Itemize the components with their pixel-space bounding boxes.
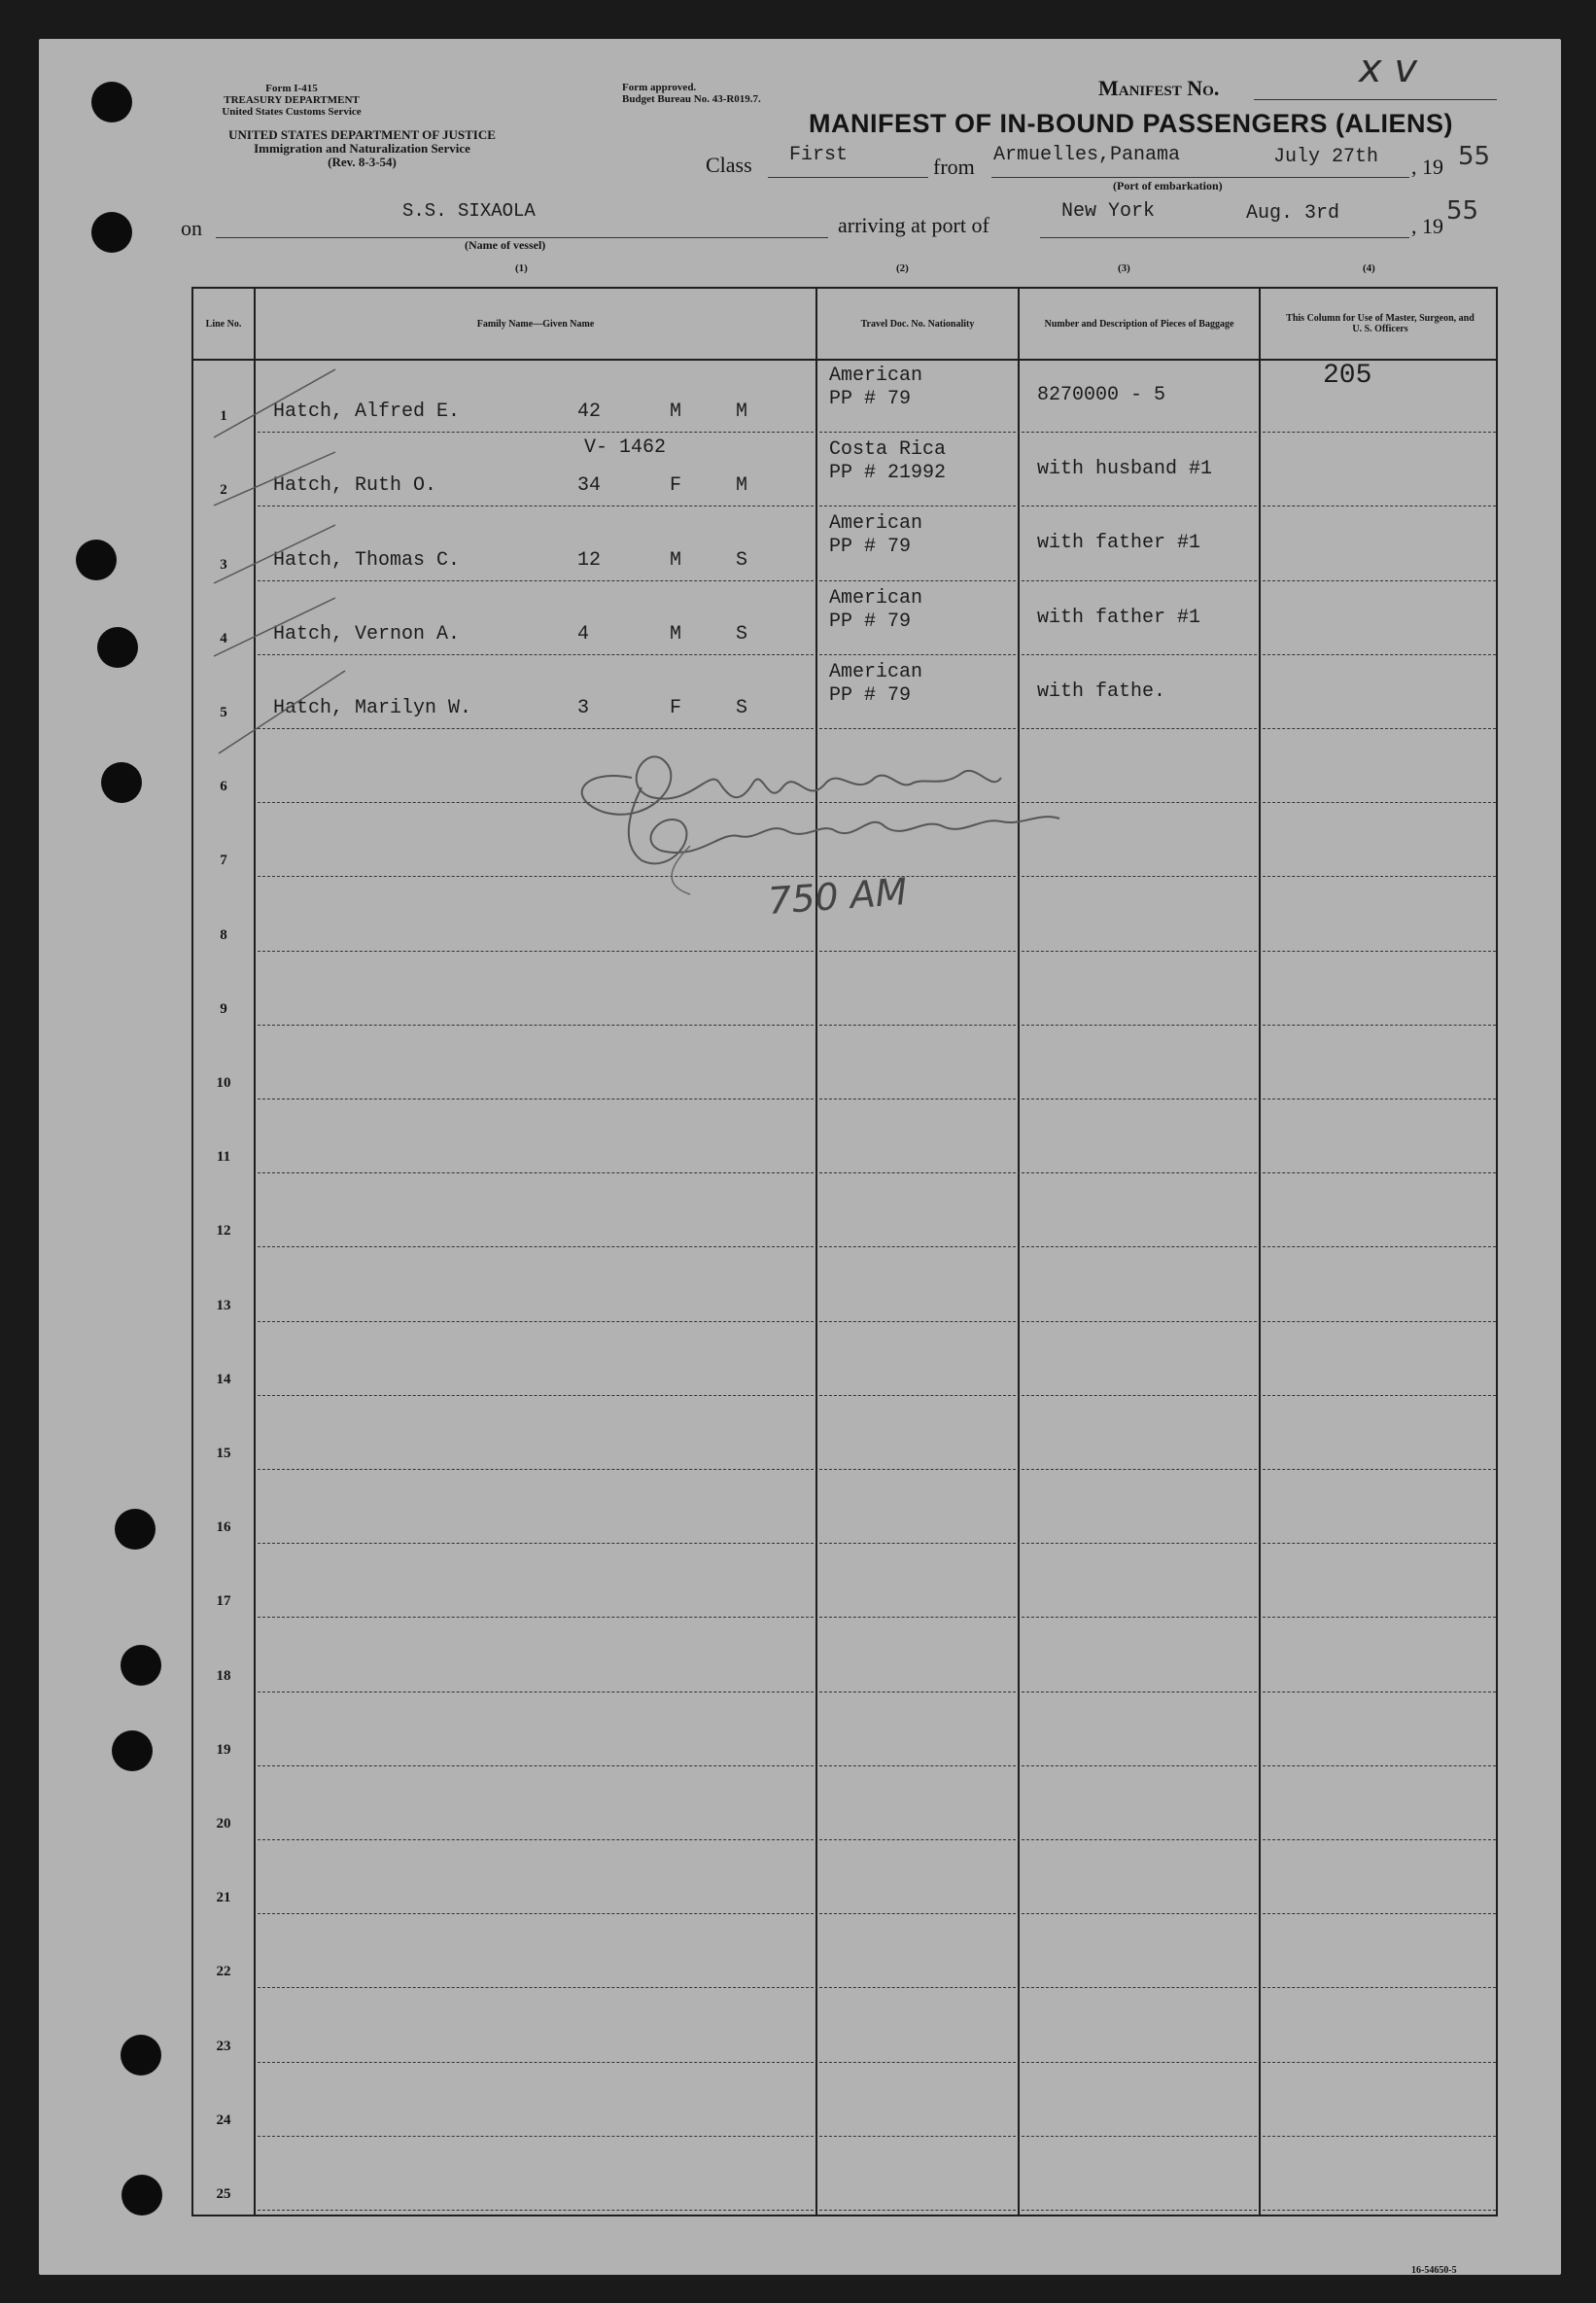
table-row [193,1396,1496,1470]
class-value: First [789,144,849,166]
form-print-code: 16-54650-5 [1411,2265,1457,2276]
on-label: on [181,216,202,240]
marital-status: S [736,548,748,572]
travel-doc: PP # 79 [829,536,912,559]
line-number: 25 [216,2185,231,2202]
baggage: 8270000 - 5 [1037,384,1166,406]
travel-doc: PP # 79 [829,683,912,707]
header-travel-doc: Travel Doc. No. Nationality [860,318,975,330]
nationality: American [829,365,923,387]
passenger-age: 42 [577,401,602,424]
passenger-age: 4 [577,622,590,646]
line-number: 5 [220,704,227,720]
line-number: 3 [220,556,227,573]
nationality: Costa Rica [829,438,947,462]
line-number: 14 [216,1371,231,1387]
table-row [193,1173,1496,1247]
officer-number: 205 [1323,361,1372,391]
table-row [193,1099,1496,1173]
marital-status: M [736,401,748,424]
nationality: American [829,586,923,610]
arriving-label: arriving at port of [838,213,989,237]
vessel-caption: (Name of vessel) [465,238,546,252]
table-row [193,1914,1496,1988]
port-caption: (Port of embarkation) [1113,179,1223,192]
passenger-table [191,287,1498,2216]
arrival-year: 55 [1446,196,1479,226]
line-number: 12 [216,1223,231,1239]
baggage: with father #1 [1037,532,1201,555]
line-number: 24 [216,2111,231,2128]
passenger-sex: M [670,401,682,424]
punch-hole [97,627,138,668]
col-num-1: (1) [515,262,528,274]
line-number: 4 [220,630,227,646]
line-number: 22 [216,1964,231,1980]
passenger-name: Hatch, Alfred E. [273,401,461,424]
visa-note: V- 1462 [584,436,667,460]
table-row [193,2063,1496,2137]
passenger-name: Hatch, Marilyn W. [273,696,472,719]
arrival-date: Aug. 3rd [1246,202,1340,225]
class-label: Class [706,153,752,177]
page-title: MANIFEST OF IN-BOUND PASSENGERS (ALIENS) [809,109,1454,138]
line-number: 18 [216,1667,231,1684]
line-number: 10 [216,1074,231,1091]
vessel-name: S.S. SIXAOLA [402,200,536,222]
arrival-time-note: 750 AM [766,870,909,923]
year-prefix-arrival: , 19 [1411,214,1443,238]
header-officers: This Column for Use of Master, Surgeon, and U. S. Officers [1286,313,1475,334]
punch-hole [76,540,117,580]
baggage: with father #1 [1037,606,1201,629]
table-row [193,433,1496,506]
line-number: 17 [216,1593,231,1610]
punch-hole [121,2175,162,2216]
col-num-4: (4) [1363,262,1375,274]
header-baggage: Number and Description of Pieces of Baggage [1044,318,1234,330]
table-row [193,1766,1496,1840]
table-row [193,506,1496,580]
table-row [193,1247,1496,1321]
punch-hole [121,1645,161,1686]
table-row [193,1544,1496,1618]
col-num-2: (2) [896,262,909,274]
year-prefix: , 19 [1411,155,1443,179]
line-number: 21 [216,1890,231,1906]
nationality: American [829,660,923,683]
punch-hole [112,1730,153,1771]
form-id-block [170,83,413,118]
line-number: 11 [216,1149,231,1166]
passenger-sex: M [670,548,682,572]
table-row [193,1988,1496,2062]
justice-block [175,128,549,169]
line-number: 1 [220,408,227,425]
baggage: with fathe. [1037,680,1166,703]
budget-bureau: Budget Bureau No. 43-R019.7. [622,93,761,105]
punch-hole [91,212,132,253]
line-number: 6 [220,779,227,795]
justice-department: UNITED STATES DEPARTMENT OF JUSTICE [228,127,496,142]
line-number: 16 [216,1519,231,1536]
passenger-age: 34 [577,474,602,498]
table-row [193,1470,1496,1544]
ins-name: Immigration and Naturalization Service [254,141,470,156]
table-row [193,1322,1496,1396]
passenger-sex: F [670,474,682,498]
manifest-no-value: x v [1359,47,1418,91]
service-name: United States Customs Service [222,106,362,118]
approval-block [622,82,761,105]
line-number: 9 [220,1000,227,1017]
line-number: 15 [216,1445,231,1461]
passenger-name: Hatch, Thomas C. [273,548,461,572]
manifest-no-label: Manifest No. [1098,76,1220,100]
table-row [193,1692,1496,1766]
department-name: TREASURY DEPARTMENT [224,94,360,106]
arrival-port: New York [1061,200,1156,223]
line-number: 7 [220,853,227,869]
line-number: 2 [220,482,227,499]
line-number: 20 [216,1815,231,1832]
form-approved: Form approved. [622,82,697,93]
passenger-name: Hatch, Ruth O. [273,474,437,498]
travel-doc: PP # 79 [829,388,912,410]
line-number: 19 [216,1741,231,1758]
punch-hole [101,762,142,803]
table-row [193,952,1496,1026]
passenger-sex: F [670,696,682,719]
travel-doc: PP # 79 [829,610,912,633]
punch-hole [121,2035,161,2076]
table-row [193,1618,1496,1692]
departure-year: 55 [1458,142,1491,171]
departure-date: July 27th [1273,146,1379,168]
passenger-sex: M [670,622,682,646]
check-marks [209,360,374,768]
col-num-3: (3) [1118,262,1130,274]
table-row [193,1840,1496,1914]
form-number: Form I-415 [265,83,318,94]
line-number: 8 [220,926,227,943]
passenger-name: Hatch, Vernon A. [273,622,461,646]
punch-hole [115,1509,156,1550]
header-name: Family Name—Given Name [476,318,595,330]
header-line-no: Line No. [205,318,242,330]
passenger-age: 12 [577,548,602,572]
line-number: 23 [216,2038,231,2054]
table-row [193,2137,1496,2211]
marital-status: S [736,696,748,719]
punch-hole [91,82,132,122]
table-row [193,359,1496,433]
line-number: 13 [216,1297,231,1313]
form-revision: (Rev. 8-3-54) [328,155,397,169]
marital-status: M [736,474,748,498]
table-row [193,581,1496,655]
passenger-age: 3 [577,696,590,719]
travel-doc: PP # 21992 [829,462,947,485]
marital-status: S [736,622,748,646]
from-label: from [933,155,975,179]
embarkation-port: Armuelles,Panama [993,144,1181,166]
baggage: with husband #1 [1037,458,1213,481]
table-row [193,655,1496,729]
nationality: American [829,512,923,536]
table-row [193,1026,1496,1099]
